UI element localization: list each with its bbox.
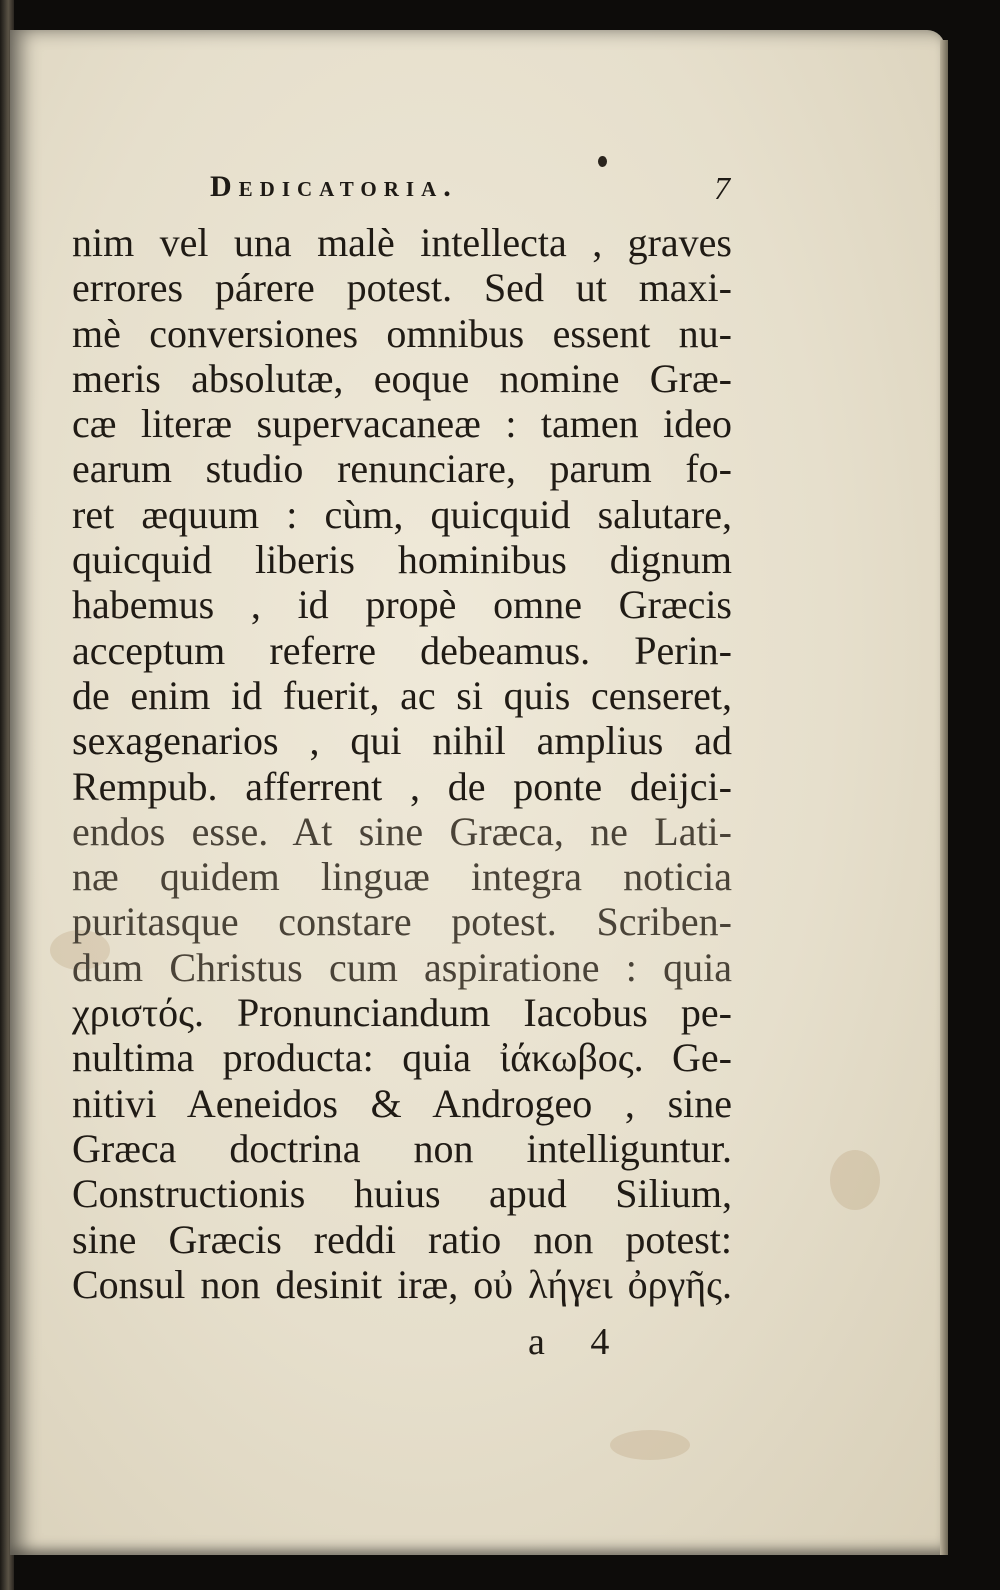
text-line: dum Christus cum aspiratione : quia	[72, 944, 732, 990]
text-line: endos esse. At sine Græca, ne Lati-	[72, 808, 732, 854]
text-line: quicquid liberis hominibus dignum	[72, 537, 732, 583]
text-line: de enim id fuerit, ac si quis censeret,	[72, 672, 732, 718]
text-line: Constructionis huius apud Silium,	[72, 1171, 732, 1217]
text-line: puritasque constare potest. Scriben-	[72, 899, 732, 945]
text-line: nultima producta: quia ἰάκωβος. Ge-	[72, 1035, 732, 1081]
text-line: sexagenarios , qui nihil amplius ad	[72, 718, 732, 764]
text-line: Rempub. afferrent , de ponte deijci-	[72, 763, 732, 809]
text-line: habemus , id propè omne Græcis	[72, 582, 732, 628]
text-line: ret æquum : cùm, quicquid salutare,	[72, 491, 732, 537]
body-text	[72, 220, 732, 1307]
foxing-stain	[830, 1150, 880, 1210]
text-line: nitivi Aeneidos & Androgeo , sine	[72, 1080, 732, 1126]
text-line: Consul non desinit iræ, οὐ λήγει ὀργῆς.	[72, 1261, 732, 1307]
running-title: Dedicatoria.	[210, 170, 458, 203]
text-line: acceptum referre debeamus. Perin-	[72, 627, 732, 673]
foxing-stain	[610, 1430, 690, 1460]
page-number: 7	[714, 170, 730, 206]
text-line: nim vel una malè intellecta , graves	[72, 220, 732, 265]
text-line: meris absolutæ, eoque nomine Græ-	[72, 355, 732, 401]
text-line: earum studio renunciare, parum fo-	[72, 446, 732, 492]
signature-mark: a 4	[528, 1321, 628, 1363]
text-line: cæ literæ supervacaneæ : tamen ideo	[72, 401, 732, 447]
page-edge	[940, 40, 948, 1555]
text-line: mè conversiones omnibus essent nu-	[72, 310, 732, 356]
text-line: næ quidem linguæ integra noticia	[72, 854, 732, 900]
text-line: sine Græcis reddi ratio non potest:	[72, 1216, 732, 1262]
page-header	[210, 170, 730, 220]
text-line: χριστός. Pronunciandum Iacobus pe-	[72, 990, 732, 1036]
ink-mark	[598, 156, 607, 167]
text-line: errores párere potest. Sed ut maxi-	[72, 265, 732, 311]
book-page	[10, 30, 945, 1555]
text-line: Græca doctrina non intelliguntur.	[72, 1125, 732, 1171]
